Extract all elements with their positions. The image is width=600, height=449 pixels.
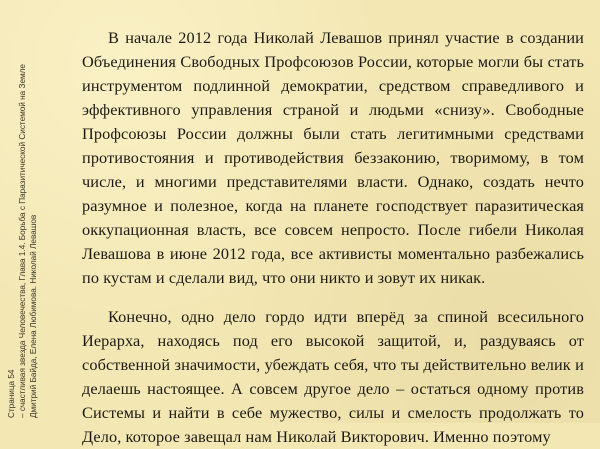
side-caption-page-number: Страница 54 bbox=[7, 369, 16, 418]
side-caption-chapter: – счастливая звезда Человечества, Глава 1.4. Борьба с Паразитической Системой на Земле bbox=[18, 64, 27, 418]
side-caption bbox=[6, 60, 62, 418]
paragraph-2: Конечно, одно дело гордо идти вперёд за спиной всесильного Иерарха, находясь под его высокой защитой, и, раздуваясь от собственной значимости, убеждать себя, что ты действительно велик и делаешь настоящее. А совсем другое дело – остаться одному против Системы и найти в себе мужество, силы и смелость продолжать то Дело, которое завещал нам Николай Викторович. Именно поэтому bbox=[82, 307, 584, 446]
paragraph-1: В начале 2012 года Николай Левашов принял участие в создании Объединения Свободных Профсоюзов России, которые могли бы стать инструментом подлинной демократии, средством справедливого и эффективного управления страной и людьми «снизу». Свободные Профсоюзы России должны были стать легитимными средствами противостояния и противодействия беззаконию, творимому, в том числе, и многими представителями власти. Однако, создать нечто разумное и полезное, когда на планете господствует паразитическая оккупационная власть, все совсем непросто. После гибели Николая Левашова в июне 2012 года, все активисты моментально разбежались по кустам и сделали вид, что они никто и зовут их никак. bbox=[82, 28, 584, 287]
body-text bbox=[82, 26, 584, 449]
side-caption-authors: Дмитрий Байда, Елена Любимова. Николай Левашов bbox=[29, 214, 38, 418]
side-caption-rotated bbox=[6, 60, 62, 418]
